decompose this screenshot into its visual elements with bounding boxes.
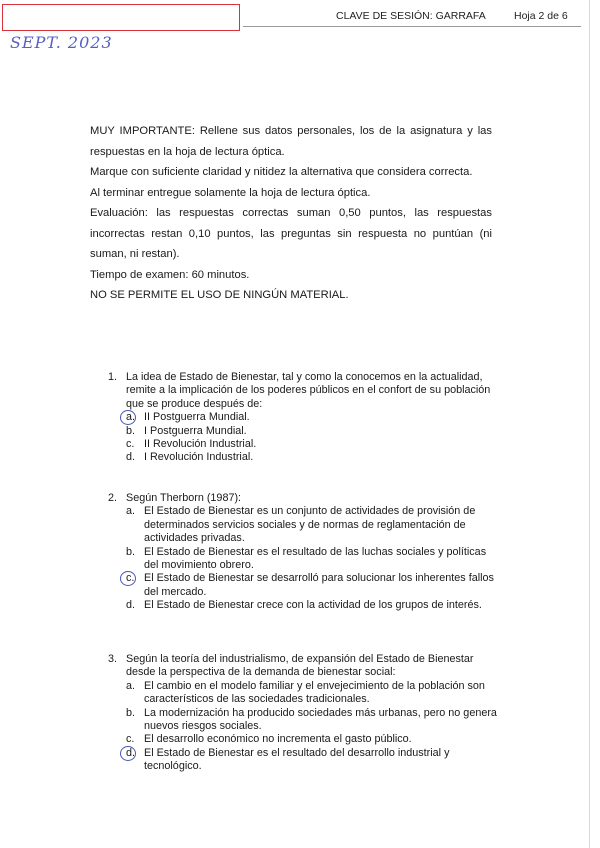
session-key: CLAVE DE SESIÓN: GARRAFA [336,10,486,22]
option-letter: b. [126,424,136,437]
option-letter: d. [126,599,136,612]
option-text: II Revolución Industrial. [144,438,257,451]
option-b [126,425,503,438]
option-b [126,546,503,573]
instruction-time: Tiempo de examen: 60 minutos. [90,268,250,281]
option-text: El Estado de Bienestar se desarrolló para solucionar los inherentes fallos del mercado. [144,572,494,598]
option-d [126,599,503,612]
option-c [126,733,503,746]
option-letter: d. [126,746,136,759]
option-letter: d. [126,451,136,464]
question-stem: La idea de Estado de Bienestar, tal y como la conocemos en la actualidad, remite a la implicación de los poderes públicos en el confort de su población que se produce después de: [126,371,491,410]
question-2 [108,492,503,613]
option-c [126,572,503,599]
option-letter: b. [126,545,136,558]
answer-circle-mark [120,746,136,761]
question-number: 2. [108,492,118,504]
question-1 [108,371,503,465]
option-c [126,438,503,451]
option-letter: a. [126,411,136,424]
option-letter: a. [126,505,136,518]
question-number: 1. [108,371,118,383]
student-name-box [2,4,240,31]
option-a [126,505,503,545]
option-b [126,707,503,734]
option-d [126,747,503,774]
option-text: El desarrollo económico no incrementa el gasto público. [144,733,412,746]
instruction-important: MUY IMPORTANTE: Rellene sus datos personales, los de la asignatura y las respuestas en la hoja de lectura óptica. [90,125,492,158]
instruction-evaluation: Evaluación: las respuestas correctas suman 0,50 puntos, las respuestas incorrectas restan 0,10 puntos, las preguntas sin respuesta no puntúan (ni suman, ni restan). [90,207,492,260]
question-stem: Según la teoría del industrialismo, de expansión del Estado de Bienestar desde la perspectiva de la demanda de bienestar social: [126,653,474,679]
question-number: 3. [108,653,118,665]
option-a [126,680,503,707]
option-text: La modernización ha producido sociedades más urbanas, pero no genera nuevos riesgos sociales. [144,706,497,733]
instruction-deliver: Al terminar entregue solamente la hoja de lectura óptica. [90,186,371,199]
option-text: I Postguerra Mundial. [144,424,247,437]
option-letter: a. [126,679,136,692]
instruction-mark: Marque con suficiente claridad y nitidez la alternativa que considera correcta. [90,166,473,178]
option-text: El Estado de Bienestar crece con la actividad de los grupos de interés. [144,599,482,612]
option-letter: b. [126,706,136,719]
handwritten-date: SEPT. 2023 [10,33,113,52]
question-3 [108,653,503,774]
question-stem: Según Therborn (1987): [126,492,242,504]
option-text: El Estado de Bienestar es el resultado de las luchas sociales y políticas del movimiento obrero. [144,545,487,572]
option-text: El Estado de Bienestar es el resultado del desarrollo industrial y tecnológico. [144,746,450,773]
option-text: II Postguerra Mundial. [144,411,250,424]
sheet-number: Hoja 2 de 6 [514,10,568,22]
header-rule [243,26,581,27]
instruction-no-material: NO SE PERMITE EL USO DE NINGÚN MATERIAL. [90,289,349,301]
page-edge [589,0,590,848]
option-text: El Estado de Bienestar es un conjunto de actividades de provisión de determinados servicios sociales y de normas de reglamentación de actividades privadas. [144,505,476,545]
option-letter: c. [126,572,135,585]
option-letter: c. [126,438,135,451]
option-a [126,411,503,424]
option-text: I Revolución Industrial. [144,451,254,464]
option-letter: c. [126,733,135,746]
instructions [90,121,492,306]
option-text: El cambio en el modelo familiar y el envejecimiento de la población son característicos de las sociedades tradicionales. [144,679,485,706]
option-d [126,451,503,464]
